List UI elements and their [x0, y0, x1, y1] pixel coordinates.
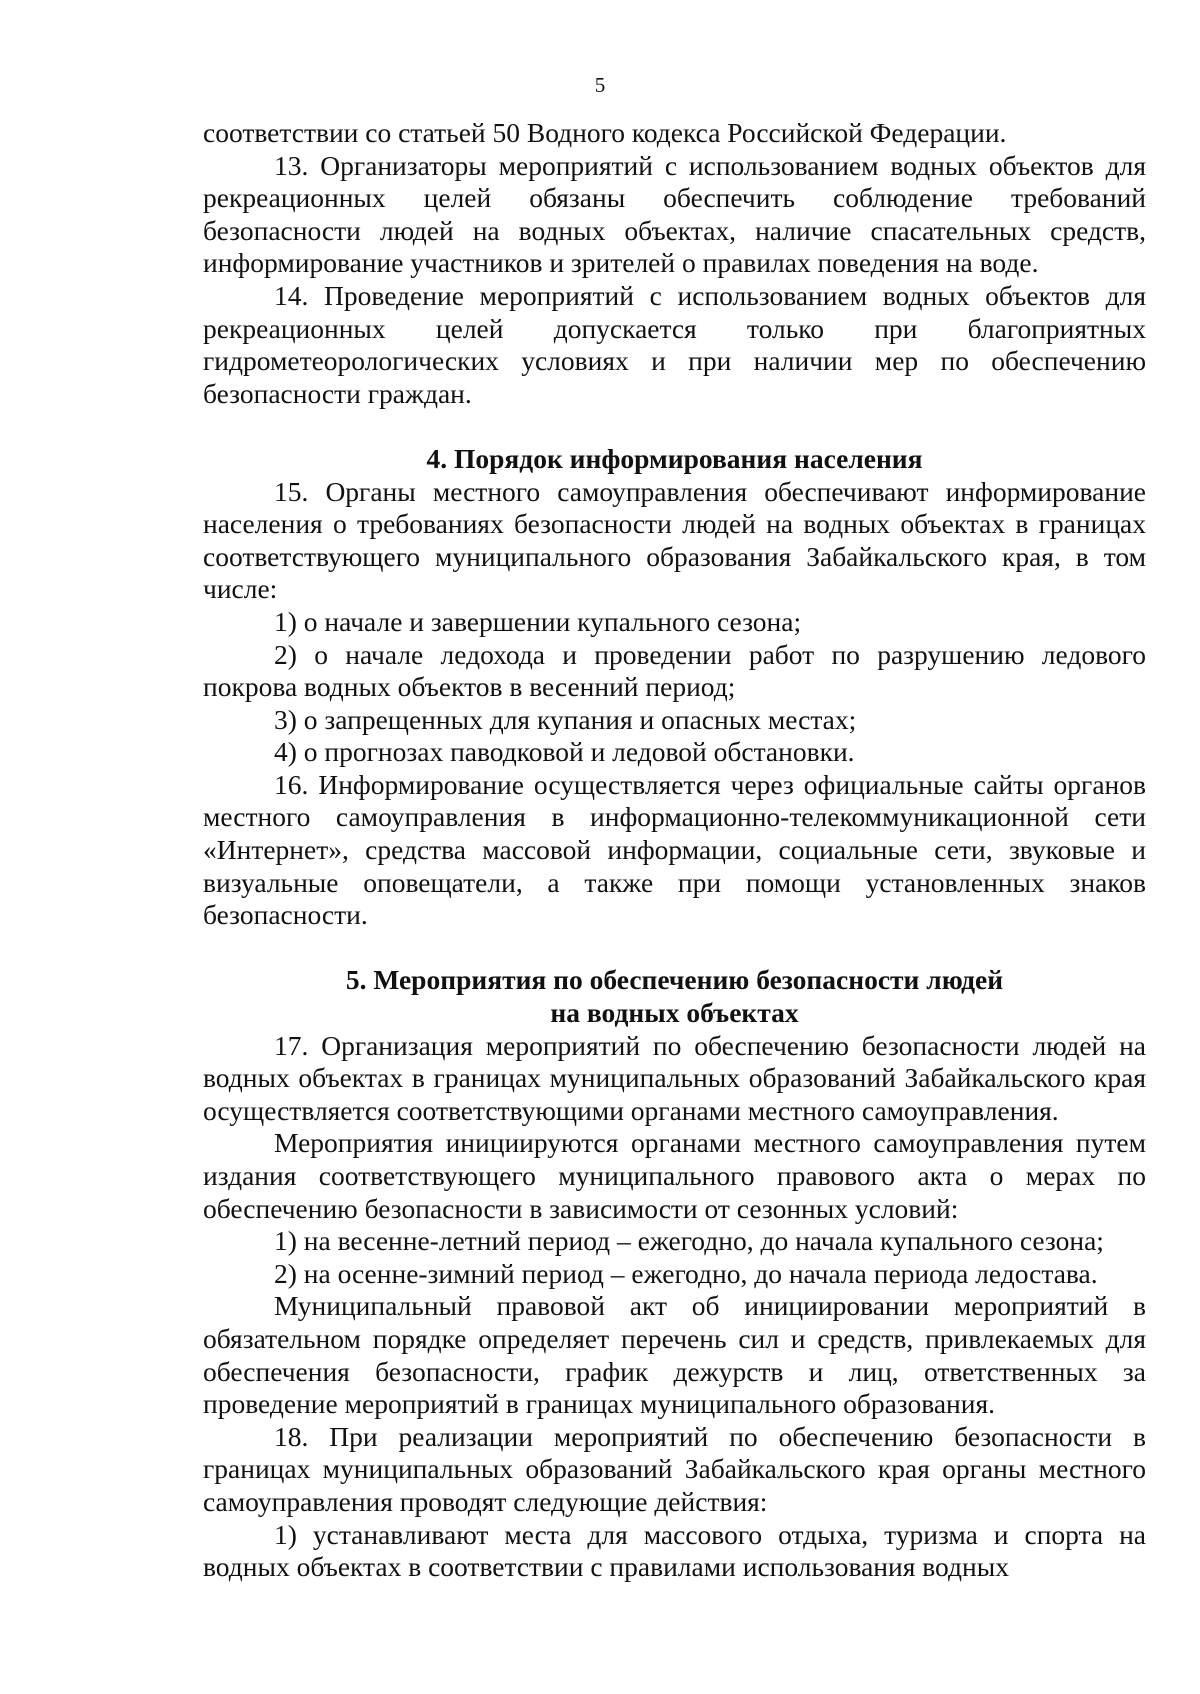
paragraph-14: 14. Проведение мероприятий с использованием водных объектов для рекреационных целей допускается только при благоприятных гидрометеорологических условиях и при наличии мер по обеспечению безопасности граждан.	[203, 279, 1146, 409]
paragraph-13: 13. Организаторы мероприятий с использованием водных объектов для рекреационных целей обязаны обеспечить соблюдение требований безопасности людей на водных объектах, наличие спасательных средств, информирование участников и зрителей о правилах поведения на воде.	[203, 149, 1146, 279]
section-heading-5-line-1: 5. Мероприятия по обеспечению безопасности людей	[345, 964, 1004, 996]
page-number: 5	[594, 73, 606, 97]
document-body	[203, 117, 1146, 1584]
paragraph-17-measures: Мероприятия инициируются органами местного самоуправления путем издания соответствующего муниципального правового акта о мерах по обеспечению безопасности в зависимости от сезонных условий:	[203, 1127, 1146, 1224]
list-item-18-1: 1) устанавливают места для массового отдыха, туризма и спорта на водных объектах в соответствии с правилами использования водных	[203, 1518, 1146, 1583]
spacer	[203, 410, 1146, 443]
paragraph-continuation: соответствии со статьей 50 Водного кодекса Российской Федерации.	[203, 117, 1007, 148]
list-item-15-1: 1) о начале и завершении купального сезона;	[274, 605, 802, 637]
paragraph-15: 15. Органы местного самоуправления обеспечивают информирование населения о требованиях безопасности людей на водных объектах в границах соответствующего муниципального образования Забайкальского края, в том числе:	[203, 475, 1146, 605]
list-item-17-1: 1) на весенне-летний период – ежегодно, до начала купального сезона;	[274, 1225, 1104, 1257]
paragraph-17: 17. Организация мероприятий по обеспечению безопасности людей на водных объектах в границах муниципальных образований Забайкальского края осуществляется соответствующими органами местного самоуправления.	[203, 1029, 1146, 1126]
list-item-15-4: 4) о прогнозах паводковой и ледовой обстановки.	[274, 736, 855, 768]
paragraph-17-legal-act: Муниципальный правовой акт об инициировании мероприятий в обязательном порядке определяет перечень сил и средств, привлекаемых для обеспечения безопасности, график дежурств и лиц, ответственных за проведение мероприятий в границах муниципального образования.	[203, 1290, 1146, 1420]
list-item-15-2: 2) о начале ледохода и проведении работ по разрушению ледового покрова водных объектов в весенний период;	[203, 638, 1146, 703]
spacer	[203, 932, 1146, 965]
paragraph-16: 16. Информирование осуществляется через официальные сайты органов местного самоуправления в информационно-телекоммуникационной сети «Интернет», средства массовой информации, социальные сети, звуковые и визуальные оповещатели, а также при помощи установленных знаков безопасности.	[203, 768, 1146, 931]
paragraph-18: 18. При реализации мероприятий по обеспечению безопасности в границах муниципальных образований Забайкальского края органы местного самоуправления проводят следующие действия:	[203, 1420, 1146, 1517]
section-heading-5-line-2: на водных объектах	[550, 997, 799, 1029]
list-item-15-3: 3) о запрещенных для купания и опасных местах;	[274, 703, 857, 735]
list-item-17-2: 2) на осенне-зимний период – ежегодно, до начала периода ледостава.	[274, 1257, 1098, 1289]
section-heading-4: 4. Порядок информирования населения	[426, 442, 923, 474]
